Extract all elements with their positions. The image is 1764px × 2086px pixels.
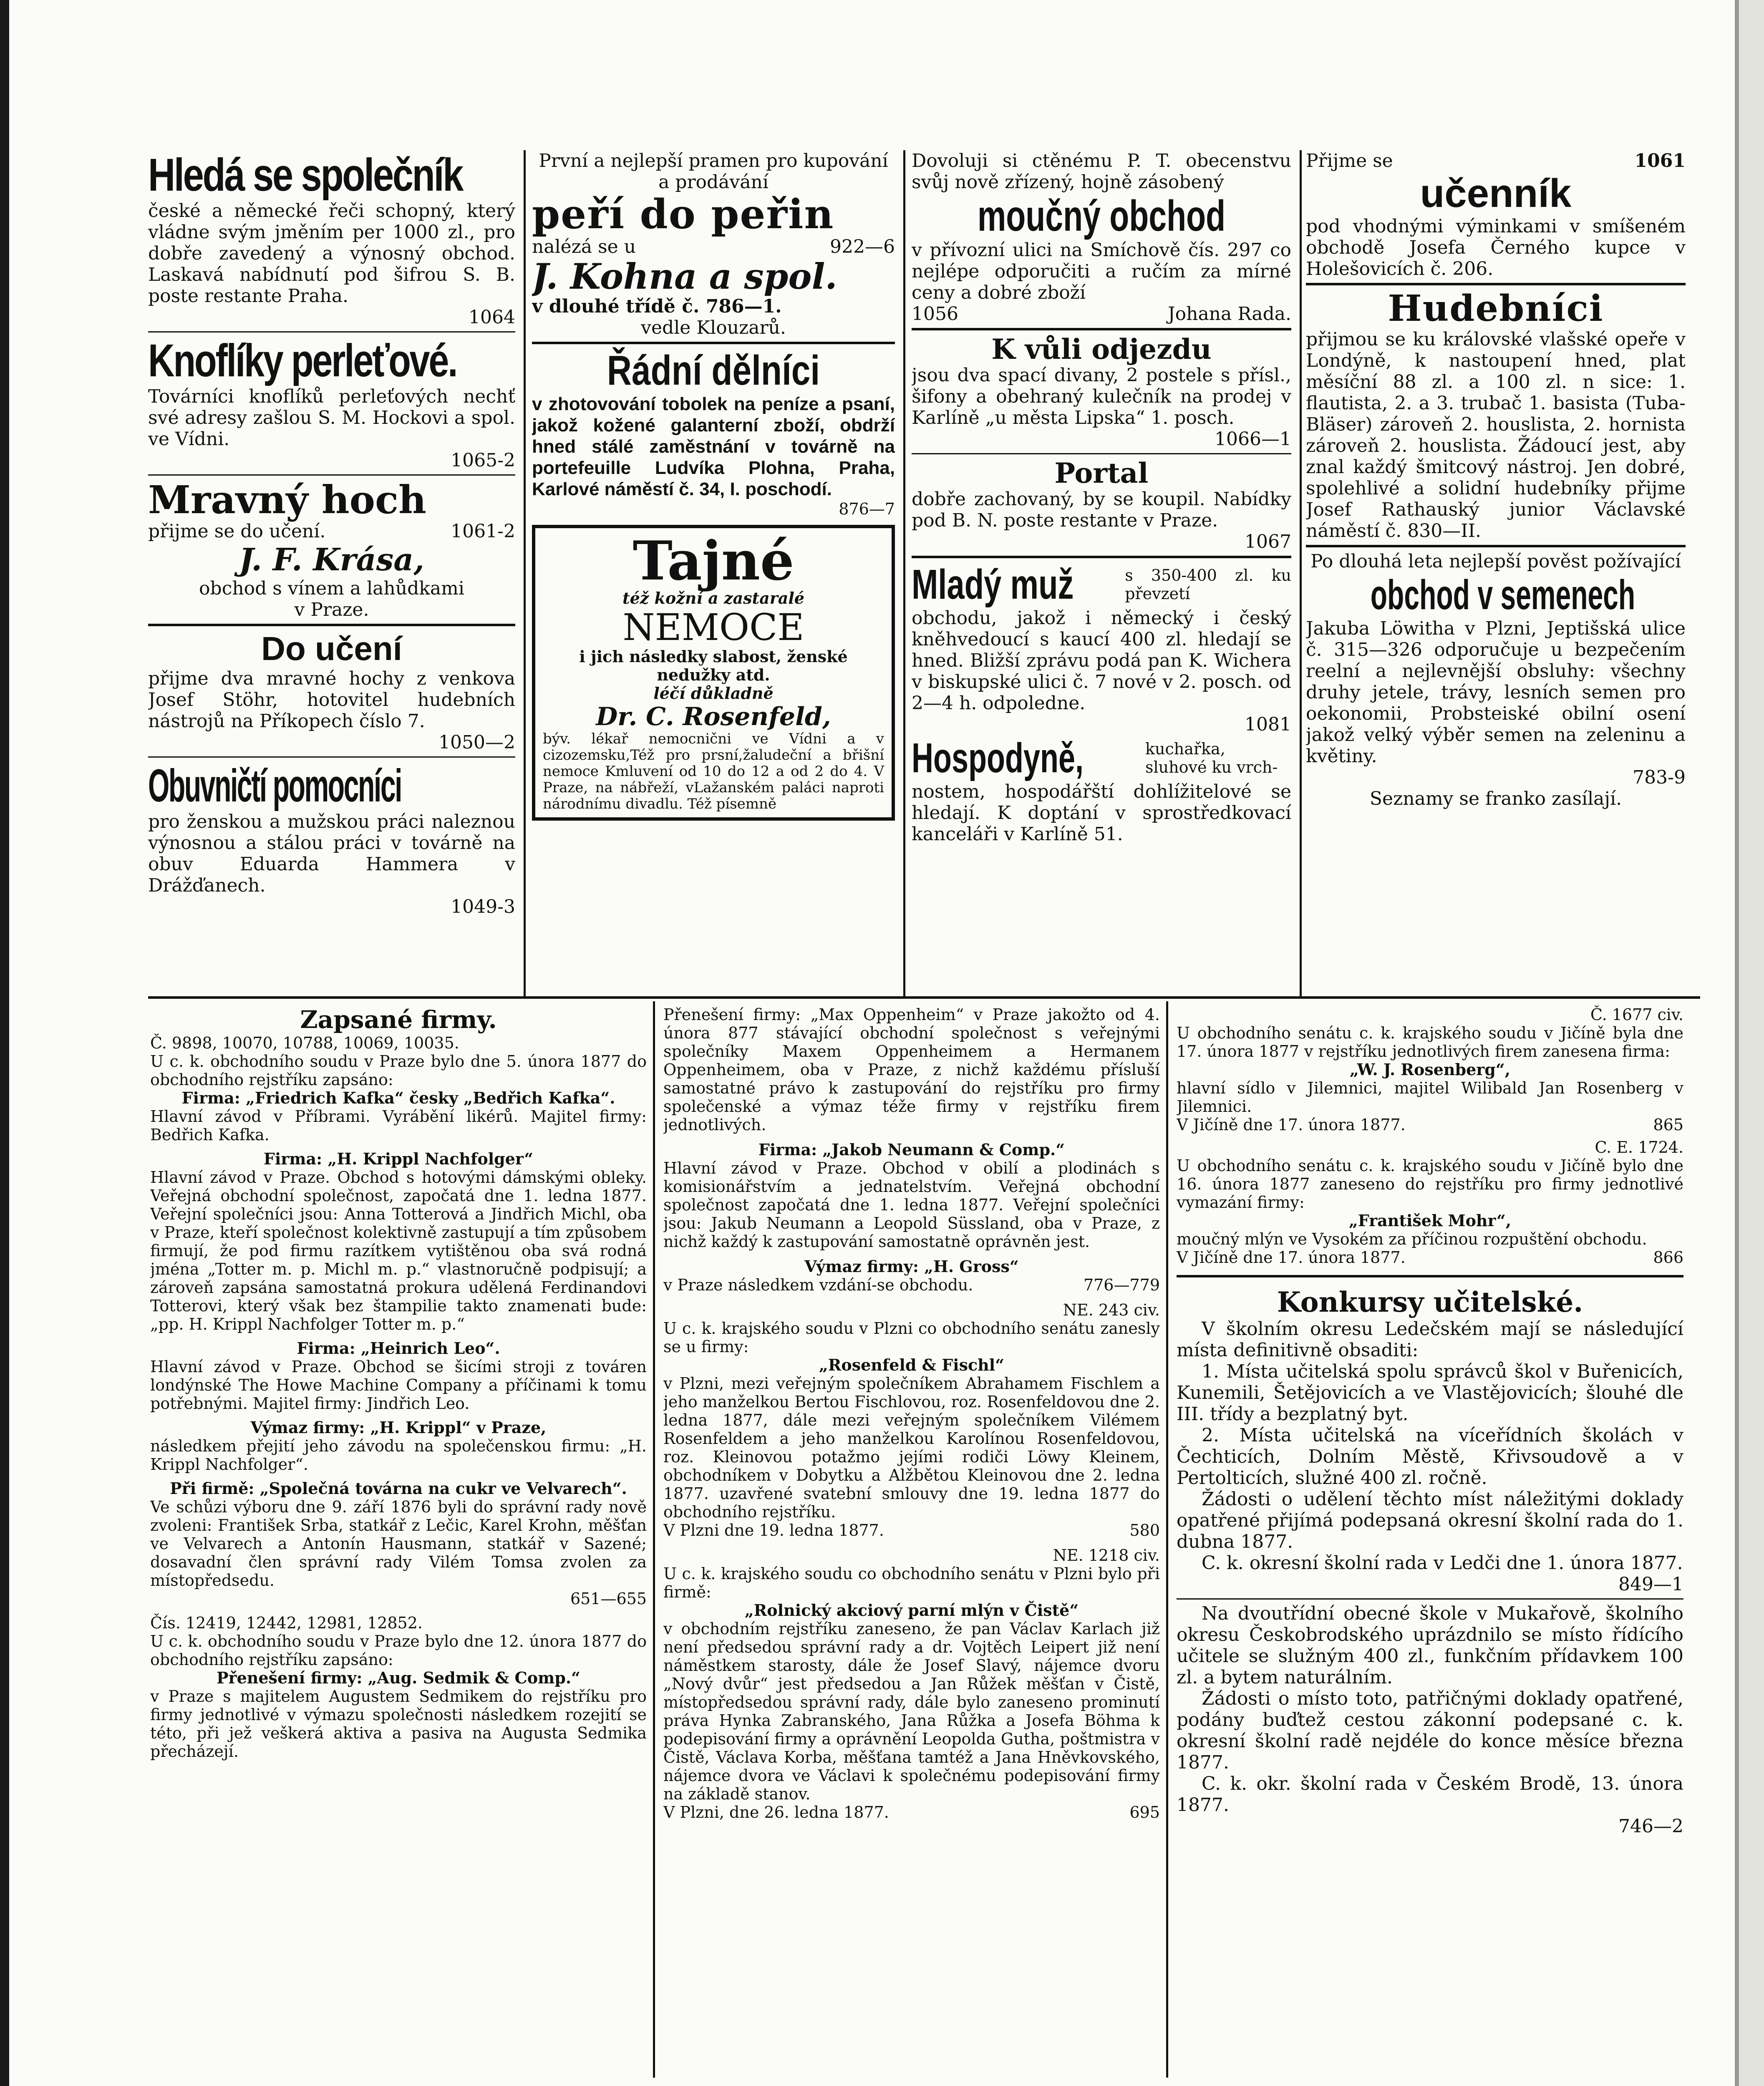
ads-column-2 (532, 150, 895, 995)
divider (148, 331, 515, 333)
ad-code: 922—6 (830, 236, 895, 257)
firm-name: Při firmě: „Společná továrna na cukr ve Velvarech“. (170, 1479, 627, 1498)
ad-title: Tajné (633, 530, 794, 592)
scan-edge-left (0, 0, 9, 2086)
ad-text: pro ženskou a mužskou práci naleznou výnosnou a stálou práci v továrně na obuv Eduarda Hammera v Drážďanech. (148, 811, 515, 896)
ad-nemoce (532, 525, 895, 821)
ad-peri (532, 150, 895, 338)
ad-code: 1067 (1245, 531, 1291, 552)
ad-title: moučný obchod (977, 192, 1226, 240)
konkurs-text: C. k. okr. školní rada v Českém Brodě, 13. února 1877. (1177, 1773, 1683, 1816)
firm-date: V Plzni, dne 26. ledna 1877. (663, 1803, 889, 1821)
column-divider (653, 1001, 655, 2078)
firm-text: Ve schůzi výboru dne 9. září 1876 byli do správní rady nově zvoleni: František Srba, statkář z Lečic, Karel Krohn, měšťan ve Velvarech a Antonín Hausmann, statkář v Sazené; dosavadní člen správní rady Vilém Tomsa zvolen za místopředsedu. (150, 1498, 647, 1590)
ad-portal (912, 458, 1291, 552)
firm-text: moučný mlýn ve Vysokém za příčinou rozpuštění obchodu. (1177, 1230, 1647, 1248)
ad-spolecnik (148, 150, 515, 328)
ad-code: 1064 (469, 307, 515, 328)
firm-text: v Praze s majitelem Augustem Sedmikem do rejstříku pro firmy jednotlivé v výmazu společnosti následkem rozejití se této, při jež veškerá aktiva a pasiva na Augusta Sedmika přecházejí. (150, 1687, 647, 1761)
firm-code: 580 (1129, 1521, 1160, 1539)
konkurs-code: 849—1 (1618, 1574, 1683, 1595)
firm-number: Č. 1677 civ. (1590, 1005, 1683, 1024)
firm-text: Hlavní závod v Praze. Obchod se šicími stroji z továren londýnské The Howe Machine Company a příčinami k tomu potřebnými. Majitel firmy: Jindřich Leo. (150, 1358, 647, 1413)
firm-name: Firma: „Friedrich Kafka“ česky „Bedřich Kafka“. (181, 1088, 615, 1107)
ad-hudebnici (1306, 289, 1686, 542)
konkurs-text: 1. Místa učitelská spolu správců škol v Buřenicích, Kunemili, Šetějovicích a ve Vlastějovicích; šlouhé dle III. třídy a bezplatný byt. (1177, 1361, 1683, 1425)
ad-mravny-hoch (148, 479, 515, 620)
ad-text: obchod s vínem a lahůdkami (199, 578, 464, 599)
ad-title-suffix: s 350-400 zl. ku převzetí (1125, 566, 1291, 603)
firm-intro: U c. k. krajského soudu v Plzni co obchodního senátu zanesly se u firmy: (663, 1319, 1160, 1356)
firmy-column-2 (663, 1005, 1160, 2086)
ad-text: léčí důkladně (653, 684, 774, 703)
column-divider (1166, 1001, 1168, 2078)
firm-name: Výmaz firmy: „H. Gross“ (804, 1257, 1019, 1276)
ad-title: Hospodyně, (912, 735, 1084, 781)
firm-name: Firma: „Jakob Neumann & Comp.“ (758, 1140, 1065, 1159)
ad-text: dobře zachovaný, by se koupil. Nabídky pod B. N. poste restante v Praze. (912, 489, 1291, 531)
ad-title: K vůli odjezdu (991, 333, 1212, 365)
ad-doctor: Dr. C. Rosenfeld, (596, 702, 831, 731)
ad-do-uceni (148, 630, 515, 753)
firm-text: v Praze následkem vzdání-se obchodu. (663, 1276, 973, 1294)
ad-code: 876—7 (839, 500, 895, 518)
firm-code: 865 (1653, 1116, 1683, 1134)
ad-text: obchodu, jakož i německý i český kněhvedoucí s kaucí 400 zl. hledají se hned. Bližší zprávu podá pan K. Wichera v biskupské ulici č. 7 nové v 2. posch. od 2—4 h. odpoledne. (912, 607, 1291, 714)
scan-edge-right (1739, 0, 1764, 2086)
ad-code: 1081 (1245, 714, 1291, 735)
ad-code: 1056 (912, 303, 958, 325)
section-divider (148, 996, 1700, 999)
ad-code: 1066—1 (1215, 428, 1291, 450)
firmy-column-1 (150, 1005, 647, 2086)
ads-column-4 (1306, 150, 1686, 995)
ad-delnici (532, 348, 895, 518)
ad-title: obchod v semenech (1370, 572, 1635, 618)
ad-text: vedle Klouzarů. (641, 317, 786, 338)
column-divider (1300, 150, 1302, 997)
ad-ucennik (1306, 150, 1686, 280)
konkurs-text: Žádosti o místo toto, patřičnými doklady opatřené, podány buďtež cestou zákonní podepsané c. k. okresní školní radě nejdéle do konce měsíce března 1877. (1177, 1688, 1683, 1773)
ad-code: 1061-2 (451, 521, 515, 542)
ad-text: Továrníci knoflíků perleťových nechť své adresy zašlou S. M. Hockovi a spol. ve Vídni. (148, 386, 515, 450)
firm-number: C. E. 1724. (1595, 1138, 1683, 1156)
ad-intro: První a nejlepší pramen pro kupování a prodávání (539, 150, 888, 193)
ad-text: nostem, hospodářští dohlížitelové se hledají. K doptání v sprostředkovací kanceláři v Karlíně 51. (912, 781, 1291, 845)
firm-text: Přenešení firmy: „Max Oppenheim“ v Praze jakožto od 4. února 877 stávající obchodní společnost s veřejnými společníky Maxem Oppenheimem a Hermanem Oppenheimem, oba v Praze, z nichž každému přísluší samostatné právo k zastupování do rejstříku pro firmy společenské a výmaz téže firmy v rejstříku firem jednotlivých. (663, 1005, 1160, 1134)
ad-obuvnici (148, 761, 515, 917)
firm-text: hlavní sídlo v Jilemnici, majitel Wilibald Jan Rosenberg v Jilemnici. (1177, 1079, 1683, 1116)
ad-title: Mravný hoch (148, 477, 426, 522)
firm-intro: U obchodního senátu c. k. krajského soudu v Jičíně bylo dne 16. února 1877 zaneseno do rejstříku pro firmy jednotlivé vymazání firmy: (1177, 1156, 1683, 1212)
scan-edge-right-line (1735, 0, 1739, 2086)
ad-semena (1306, 551, 1686, 809)
firm-intro: Č. 9898, 10070, 10788, 10069, 10035. U c. k. obchodního soudu v Praze bylo dne 5. února 1877 do obchodního rejstříku zapsáno: (150, 1034, 647, 1089)
divider (912, 556, 1291, 558)
firm-text: Hlavní závod v Příbrami. Vyrábění likérů. Majitel firmy: Bedřich Kafka. (150, 1107, 647, 1144)
firm-name: Výmaz firmy: „H. Krippl“ v Praze, (250, 1418, 547, 1437)
firm-date: V Jičíně dne 17. února 1877. (1177, 1116, 1406, 1134)
ad-title: NEMOCE (622, 606, 804, 649)
firm-text: v obchodním rejstříku zaneseno, že pan Václav Karlach již není předsedou správní rady a dr. Vojtěch Leipert již není náměstkem starosty, dále že Josef Slavý, nájemce dvoru „Nový dvůr“ jest předsedou a Jan Růžek měšťan v Čistě, místopředsedou správní rady, dále bylo zaneseno prominutí práva Hynka Zabranského, Jana Růžka a Josefa Böhma k podepisování firmy a oprávnění Leopolda Gutha, poštmistra v Čistě, Václava Korba, měšťana tamtéž a Jana Hněvkovského, nájemce dvora ve Václavi k společnému podepisování firmy na základě stanov. (663, 1620, 1160, 1803)
ad-text: přijmou se ku královské vlašské opeře v Londýně, k nastoupení hned, plat měsíční 88 zl. a 100 zl. n sice: 1. flautista, 2. a 3. trubač 1. basista (Tuba-Bläser) zároveň 2. houslista, 2. hornista zároveň 2. houslista. Žádoucí jest, aby znal každý šmitcový nástroj. Jen dobré, spolehlivé a solidní hudebníky přijme Josef Rathauský junior Václavské náměstí č. 830—II. (1306, 329, 1686, 542)
ad-title: Mladý muž (912, 561, 1074, 608)
ad-code: 1065-2 (451, 450, 515, 471)
divider (532, 342, 895, 344)
firm-number: NE. 1218 civ. (1053, 1546, 1160, 1564)
ad-code: 783-9 (1633, 767, 1686, 788)
ad-knofliky (148, 336, 515, 471)
firm-intro: U c. k. krajského soudu co obchodního senátu v Plzni bylo při firmě: (663, 1564, 1160, 1601)
ad-text: jsou dva spací divany, 2 postele s přísl., šifony a obehraný kulečník na prodej v Karlíně „u města Lipska“ 1. posch. (912, 365, 1291, 428)
column-divider (903, 150, 905, 997)
ad-title-suffix: kuchařka, sluhové ku vrch- (1145, 740, 1278, 776)
divider (1177, 1598, 1683, 1600)
section-title: Konkursy učitelské. (1277, 1286, 1583, 1318)
ad-title: peří do peřin (532, 191, 834, 238)
firm-code: 695 (1129, 1803, 1160, 1821)
ad-code: 1050—2 (438, 732, 515, 753)
konkurs-code: 746—2 (1618, 1816, 1683, 1837)
divider (1306, 283, 1686, 285)
firm-name: Firma: „Heinrich Leo“. (297, 1339, 500, 1358)
ad-title: Portal (1054, 457, 1149, 489)
ad-title: J. F. Krása, (239, 542, 425, 578)
firm-number: NE. 243 civ. (1063, 1301, 1160, 1319)
ad-intro: Dovoluji si ctěnému P. T. obecenstvu svůj nově zřízený, hojně zásobený (912, 150, 1291, 193)
ad-intro: Přijme se (1306, 150, 1393, 171)
ad-text: nalézá se u (532, 236, 636, 257)
column-divider (524, 150, 526, 997)
firm-code: 866 (1653, 1248, 1683, 1267)
konkurs-text: C. k. okresní školní rada v Ledči dne 1. února 1877. (1202, 1552, 1683, 1574)
firm-text: Hlavní závod v Praze. Obchod v obilí a plodinách s komisionářstvím a jednatelstvím. Veřejná obchodní společnost započatá dne 1. ledna 1877. Veřejní společníci jsou: Jakub Neumann a Leopold Süssland, oba v Praze, z nichž každý k zastupování samostatně oprávněn jest. (663, 1159, 1160, 1251)
ad-signature: Johana Rada. (1167, 303, 1291, 325)
ad-text: v dlouhé třídě č. 786—1. (532, 296, 782, 317)
ad-text: Jakuba Löwitha v Plzni, Jeptišská ulice č. 315—326 odporučuje u bezpečením reelní a nejlevnější obsluhy: všechny druhy jetele, trávy, lesních semen pro oekonomii, Probsteiské obilní osení jakož velký výběr semen na zeleninu a květiny. (1306, 618, 1686, 767)
ads-column-3 (912, 150, 1291, 995)
ad-title: Do učení (261, 630, 402, 667)
firmy-column-3 (1177, 1005, 1683, 2086)
divider (912, 453, 1291, 454)
firm-date: V Jičíně dne 17. února 1877. (1177, 1248, 1406, 1267)
firm-text: v Plzni, mezi veřejným společníkem Abrahamem Fischlem a jeho manželkou Bertou Fischlovou, roz. Rosenfeldovou dne 2. ledna 1877, dále mezi veřejným společníkem Vilémem Rosenfeldem a jeho manželkou Karolínou Rosenfeldovou, roz. Kleinovou potažmo jejími rodiči Löwy Kleinem, obchodníkem v Dobytku a Alžbětou Kleinovou dne 2. ledna 1877. uzavřené svatební smlouvy dne 19. ledna 1877 do obchodního rejstříku. (663, 1374, 1160, 1521)
firm-text: následkem přejití jeho závodu na společenskou firmu: „H. Krippl Nachfolger“. (150, 1437, 647, 1474)
ad-text: v zhotovování tobolek na peníze a psaní, jakož kožené galanterní zboží, obdrží hned stálé zaměstnání v továrně na portefeuille Ludvíka Plohna, Praha, Karlové náměstí č. 34, I. poschodí. (532, 394, 895, 499)
konkurs-text: Žádosti o udělení těchto míst náležitými doklady opatřené přijímá podepsaná okresní školní rada do 1. dubna 1877. (1177, 1489, 1683, 1552)
ad-intro: Po dlouhá leta nejlepší pověst požívající (1310, 551, 1681, 572)
divider (148, 624, 515, 626)
ad-mlady-muz (912, 562, 1291, 735)
ad-text: v přívozní ulici na Smíchově čís. 297 co nejlépe odporučiti a ručím za mírné ceny a dobré zboží (912, 239, 1291, 303)
page-number: 1061 (1634, 150, 1686, 171)
ad-title: Řádní dělníci (607, 347, 820, 394)
ad-title: učenník (1420, 171, 1572, 216)
ad-text: české a německé řeči schopný, který vládne svým jměním per 1000 zl., pro dobře zavedený a výnosný obchod. Laskavá nabídnutí pod šifrou S. B. poste restante Praha. (148, 200, 515, 307)
firm-code: 776—779 (1083, 1276, 1160, 1294)
firm-name: „Rolnický akciový parní mlýn v Čistě“ (744, 1601, 1079, 1620)
ads-column-1 (148, 150, 515, 995)
firm-name: Přenešení firmy: „Aug. Sedmik & Comp.“ (216, 1668, 580, 1687)
firm-name: „Rosenfeld & Fischl“ (819, 1355, 1005, 1374)
divider (148, 474, 515, 476)
section-title: Zapsané firmy. (300, 1005, 497, 1034)
divider (1306, 545, 1686, 547)
firm-intro: U obchodního senátu c. k. krajského soudu v Jičíně byla dne 17. února 1877 v rejstříku jednotlivých firem zanesena firma: (1177, 1024, 1683, 1061)
ad-moucny (912, 150, 1291, 325)
firm-code: 651—655 (570, 1590, 647, 1608)
ad-subtitle: též kožní a zastaralé (622, 589, 804, 607)
ad-text: v Praze. (294, 599, 369, 620)
firm-name: Firma: „H. Krippl Nachfolger“ (263, 1149, 534, 1168)
konkurs-text: 2. Místa učitelská na víceřídních školách v Čechticích, Dolním Městě, Křivsoudově a v Pertolticích, služné 400 zl. ročně. (1177, 1425, 1683, 1489)
ad-title: Knoflíky perleťové. (148, 335, 457, 386)
ad-text: býv. lékař nemocnični ve Vídni a v cizozemsku,Též pro prsní,žaludeční a břišní nemoce Kmluvení od 10 do 12 a od 2 do 4. V Praze, na nábřeží, vLažanském paláci naproti národnímu divadlu. Též písemně (543, 731, 884, 812)
divider (912, 328, 1291, 330)
ad-text: přijme se do učení. (148, 521, 326, 542)
ad-title: Hudebníci (1388, 287, 1604, 330)
divider (148, 756, 515, 758)
ad-footer: Seznamy se franko zasílají. (1369, 788, 1622, 809)
konkurs-text: Na dvoutřídní obecné škole v Mukařově, školního okresu Českobrodského uprázdnilo se místo řídícího učitele se služným 400 zl., funkčním přídavkem 100 zl. a bytem naturálním. (1177, 1603, 1683, 1688)
firm-name: „František Mohr“, (1348, 1211, 1512, 1230)
konkurs-text: V školním okresu Ledečském mají se následující místa definitivně obsaditi: (1177, 1318, 1683, 1361)
firm-text: Hlavní závod v Praze. Obchod s hotovými dámskými obleky. Veřejná obchodní společnost, započatá dne 1. ledna 1877. Veřejní společníci jsou: Anna Totterová a Jindřich Michl, oba v Praze, kteří společnost kolektivně zastupují a tím způsobem firmují, že pod firmu razítkem vytištěnou oba svá rodná jména „Totter m. p. Michl m. p.“ vlastnoručně podpisují; a zároveň zapsána samostatná prokura udělená Ferdinandovi Totterovi, který však bez štampilie takto znamenati bude: „pp. H. Krippl Nachfolger Totter m. p.“ (150, 1168, 647, 1333)
ad-odjezd (912, 334, 1291, 450)
ad-title: J. Kohna a spol. (532, 256, 837, 297)
ad-text: přijme dva mravné hochy z venkova Josef Stöhr, hotovitel hudebních nástrojů na Příkopech číslo 7. (148, 668, 515, 732)
ad-text: i jich následky slabost, ženské nedužky atd. (579, 647, 848, 684)
firm-date: V Plzni dne 19. ledna 1877. (663, 1521, 884, 1539)
firm-intro: Čís. 12419, 12442, 12981, 12852. U c. k. obchodního soudu v Praze bylo dne 12. února 1877 do obchodního rejstříku zapsáno: (150, 1614, 647, 1669)
ad-hospodyne (912, 735, 1291, 845)
ad-title: Hledá se společník (148, 150, 463, 201)
ad-text: pod vhodnými výminkami v smíšeném obchodě Josefa Černého kupce v Holešovicích č. 206. (1306, 216, 1686, 280)
firm-name: „W. J. Rosenberg“, (1350, 1060, 1510, 1079)
divider (1177, 1275, 1683, 1277)
ad-code: 1049-3 (451, 896, 515, 917)
ad-title: Obuvničtí pomocníci (148, 760, 402, 811)
